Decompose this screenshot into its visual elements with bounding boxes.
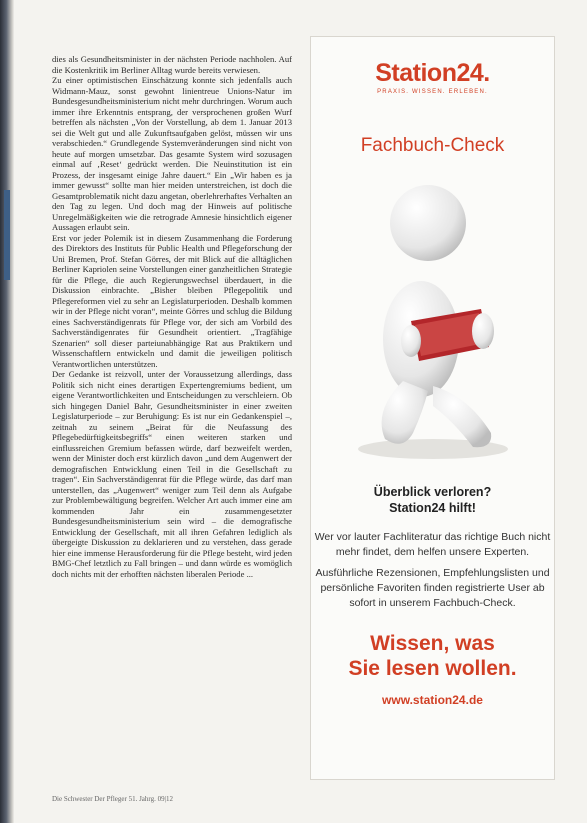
article-paragraph: Der Gedanke ist reizvoll, unter der Voraussetzung allerdings, dass Politik sich nicht eines derartigen Expertengremiums bedient, um eigene Verantwortlichkeiten und Entscheidungen zu verschleiern. Ob sich hingegen Daniel Bahr, Gesundheitsminister in einer zweiten Legislaturperiode – zur Beruhigung: Es ist nur ein Gedankenspiel –, zeitnah zu seinem „Beirat für die Neufassung des Pflegebedürftigkeitsbegriffs“ einen weiteren starken und einflussreichen Gremium befassen würde, darf bezweifelt werden, wenn der Minister doch erst kürzlich davon „und dem Augenwert der demografischen Entwicklung einen Teil in die Gesellschaft zu tragen“. Ein Sachverständigenrat für die Pflege würde, das darf man unterstellen, das „Augenwert“ weniger zum Teil denn als Aufgabe zur Problembewältigung begreifen. Welcher Art auch immer eine am kommenden Jahr ein zusammengesetzter Bundesgesundheitsministerium sein wird – die demografische Entwicklung der Gesellschaft, mit all ihren Gefahren lediglich als übergeigte Diskussion zu deklarieren und zu verstehen, dass gerade hier eine immense Herausforderung für die Pflege besteht, wird jeden BMG-Chef letztlich zu Fall bringen – und dann würde es womöglich doch nichts mit der erhofften nächsten liberalen Periode ...: [52, 369, 292, 579]
ad-claim-line-2: Sie lesen wollen.: [348, 657, 517, 680]
page-footer: Die Schwester Der Pfleger 51. Jahrg. 09|12: [52, 795, 174, 803]
ad-claim: [311, 631, 554, 681]
page-spine-shadow: [0, 0, 14, 823]
ad-text-2: Ausführliche Rezensionen, Empfehlungslisten und persönliche Favoriten finden registrierte User ab sofort in unserem Fachbuch-Check.: [315, 567, 550, 609]
ad-title: Fachbuch-Check: [360, 135, 505, 156]
spine-marker: [4, 190, 10, 280]
ad-headline-line-1: Überblick verloren?: [373, 485, 492, 499]
ad-claim-line-1: Wissen, was: [370, 632, 495, 655]
brand-logo: Station24.: [375, 59, 490, 87]
ad-url-link[interactable]: www.station24.de: [382, 693, 483, 707]
ad-headline-line-2: Station24 hilft!: [389, 501, 476, 515]
article-paragraph: Erst vor jeder Polemik ist in diesem Zusammenhang die Forderung des Direktors des Instituts für Public Health und Pflegeforschung der Uni Bremen, Prof. Stefan Görres, der mit Blick auf die alltäglichen Berliner Kapriolen seine Vorstellungen einer ganzheitlichen Strategie für die Pflege, die auch Regierungswechsel überdauert, in die Diskussion einbrachte. „Bisher bleiben Pflegepolitik und Pflegereformen viel zu sehr an Legislaturperioden. Deshalb kommen wir in der Pflege nicht voran“, meinte Görres und schlug die Bildung eines Sachverständigenrats für Pflege vor, der sich am Vorbild des Sachverständigenrates für Gesundheit orientiert. „Tragfähige Szenarien“ soll dieser parteiunabhängige Rat aus Praktikern und Wissenschaftlern entwickeln und damit die jeweiligen politisch Verantwortlichen unterstützen.: [52, 232, 292, 369]
ad-headline: [311, 484, 554, 516]
ad-text-1: Wer vor lauter Fachliteratur das richtige Buch nicht mehr findet, dem helfen unsere Experten.: [314, 531, 551, 558]
article-paragraph: Zu einer optimistischen Einschätzung konnte sich jedenfalls auch Widmann-Mauz, sonst gewohnt linientreue Unions-Natur im Bundesgesundheitsministerium nicht mehr durchringen. Worum auch immer ihre Erkenntnis entsprang, der versprochenen großen Wurf betreffen als nächsten „Von der Vorstellung, ab dem 1. Januar 2013 sei die Welt gut und alle Zukunftsaufgaben gelöst, müssen wir uns verabschieden.“ Grundlegende Systemveränderungen sind nicht von heute auf morgen umsetzbar. Das gesamte System wird sozusagen einmal auf ‚Reset‘ gedrückt werden. Die Neuinstitution ist ein Prozess, der insgesamt einige Jahre dauert.“ Ein „Wir haben es ja immer gewusst“ sollte man hier meiden unterstreichen, ist doch die Gesamtproblematik nicht dazu angetan, oberlehrerhaftes Verhalten an den Tag zu legen. Und doch mag der Hinweis auf politische Unregelmäßigkeiten wie die retrograde Amnesie hinsichtlich eigener Aussagen erlaubt sein.: [52, 75, 292, 232]
article-paragraph: dies als Gesundheitsminister in der nächsten Periode nachholen. Auf die Kostenkritik im Berliner Alltag wurde bereits verwiesen.: [52, 54, 292, 75]
article-column: [52, 54, 292, 774]
figure-reading-book-icon: [333, 171, 533, 471]
brand-tagline: PRAXIS. WISSEN. ERLEBEN.: [377, 89, 488, 95]
advertisement-panel[interactable]: [310, 36, 555, 780]
